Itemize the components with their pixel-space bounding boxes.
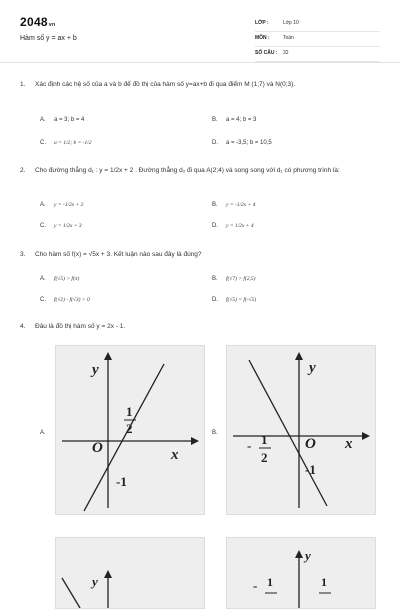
minus-sign: -: [253, 578, 258, 593]
q3-option-c[interactable]: C. f(√2) - f(√3) > 0: [40, 297, 90, 303]
q4-option-a-label[interactable]: A.: [40, 430, 46, 436]
question-text: Xác định các hệ số của a và b để đồ thị của hàm số y=ax+b đi qua điểm M (1;7) và N(0;3).: [35, 81, 296, 88]
q1-option-d[interactable]: D. a = -3,5; b = 10,5: [212, 140, 272, 146]
half-numerator: 1: [126, 404, 133, 419]
axis-y-label: y: [305, 548, 311, 563]
minus-one-label: -1: [305, 462, 316, 477]
axis-x-label: x: [171, 447, 179, 463]
q4-graph-a[interactable]: [55, 345, 205, 515]
q1-option-b[interactable]: B. a = 4; b = 3: [212, 117, 257, 123]
graph-c-svg: [56, 538, 204, 608]
origin-label: O: [305, 436, 316, 452]
minus-one-label: -1: [116, 474, 127, 489]
origin-label: O: [92, 440, 103, 456]
q2-option-a[interactable]: A. y = -1/2x + 2: [40, 202, 84, 208]
axis-y-label: y: [309, 360, 316, 376]
meta-question-count: SỐ CÂU : 32: [255, 47, 380, 62]
question-1: 1. Xác định các hệ số của a và b để đồ thị của hàm số y=ax+b đi qua điểm M (1;7) và N(0;3).: [20, 80, 385, 90]
site-logo[interactable]: 2048vn: [20, 15, 56, 29]
meta-subject: MÔN : Toán: [255, 32, 380, 47]
q1-option-c[interactable]: C. a = 1/2; b = -1/2: [40, 140, 92, 146]
q1-option-a[interactable]: A. a = 3; b = 4: [40, 117, 85, 123]
half-numerator: 1: [321, 575, 327, 589]
question-text: Đâu là đồ thị hàm số y = 2x - 1.: [35, 323, 126, 330]
meta-class: LỚP : Lớp 10: [255, 17, 380, 32]
graph-a-svg: [56, 346, 204, 514]
question-text: Cho hàm số f(x) = √5x + 3. Kết luận nào sau đây là đúng?: [35, 251, 202, 258]
question-4: 4. Đâu là đồ thị hàm số y = 2x - 1.: [20, 322, 385, 332]
axis-y-label: y: [92, 362, 99, 378]
axis-x-label: x: [345, 436, 353, 452]
q4-option-b-label[interactable]: B.: [212, 430, 218, 436]
q3-option-d[interactable]: D. f(√5) = f(-√5): [212, 297, 257, 303]
q3-option-a[interactable]: A. f(√5) > f(π): [40, 276, 80, 282]
q2-option-c[interactable]: C. y = 1/2x + 3: [40, 223, 82, 229]
minus-sign: -: [247, 438, 252, 453]
half-numerator: 1: [267, 575, 273, 589]
q4-graph-b[interactable]: [226, 345, 376, 515]
question-3: 3. Cho hàm số f(x) = √5x + 3. Kết luận nào sau đây là đúng?: [20, 250, 385, 260]
document-title: Hàm số y = ax + b: [20, 35, 77, 42]
q2-option-d[interactable]: D. y = 1/2x + 4: [212, 223, 254, 229]
graph-d-svg: [227, 538, 375, 608]
q4-graph-d[interactable]: [226, 537, 376, 609]
page-header: [0, 0, 400, 60]
q4-graph-c[interactable]: [55, 537, 205, 609]
q2-option-b[interactable]: B. y = -1/2x + 4: [212, 202, 256, 208]
half-denominator: 2: [126, 421, 133, 436]
graph-b-svg: [227, 346, 375, 514]
question-text: Cho đường thẳng d₁ : y = 1/2x + 2 . Đường thẳng d₂ đi qua A(2;4) và song song với d₁ có phương trình là:: [35, 167, 340, 174]
half-numerator: 1: [261, 432, 268, 447]
q3-option-b[interactable]: B. f(√7) > f(2,5): [212, 276, 256, 282]
meta-info: [255, 17, 380, 62]
header-divider: [0, 62, 400, 63]
half-denominator: 2: [261, 450, 268, 465]
question-2: 2. Cho đường thẳng d₁ : y = 1/2x + 2 . Đường thẳng d₂ đi qua A(2;4) và song song với d₁ có phương trình là:: [20, 166, 385, 176]
axis-y-label: y: [92, 574, 98, 589]
